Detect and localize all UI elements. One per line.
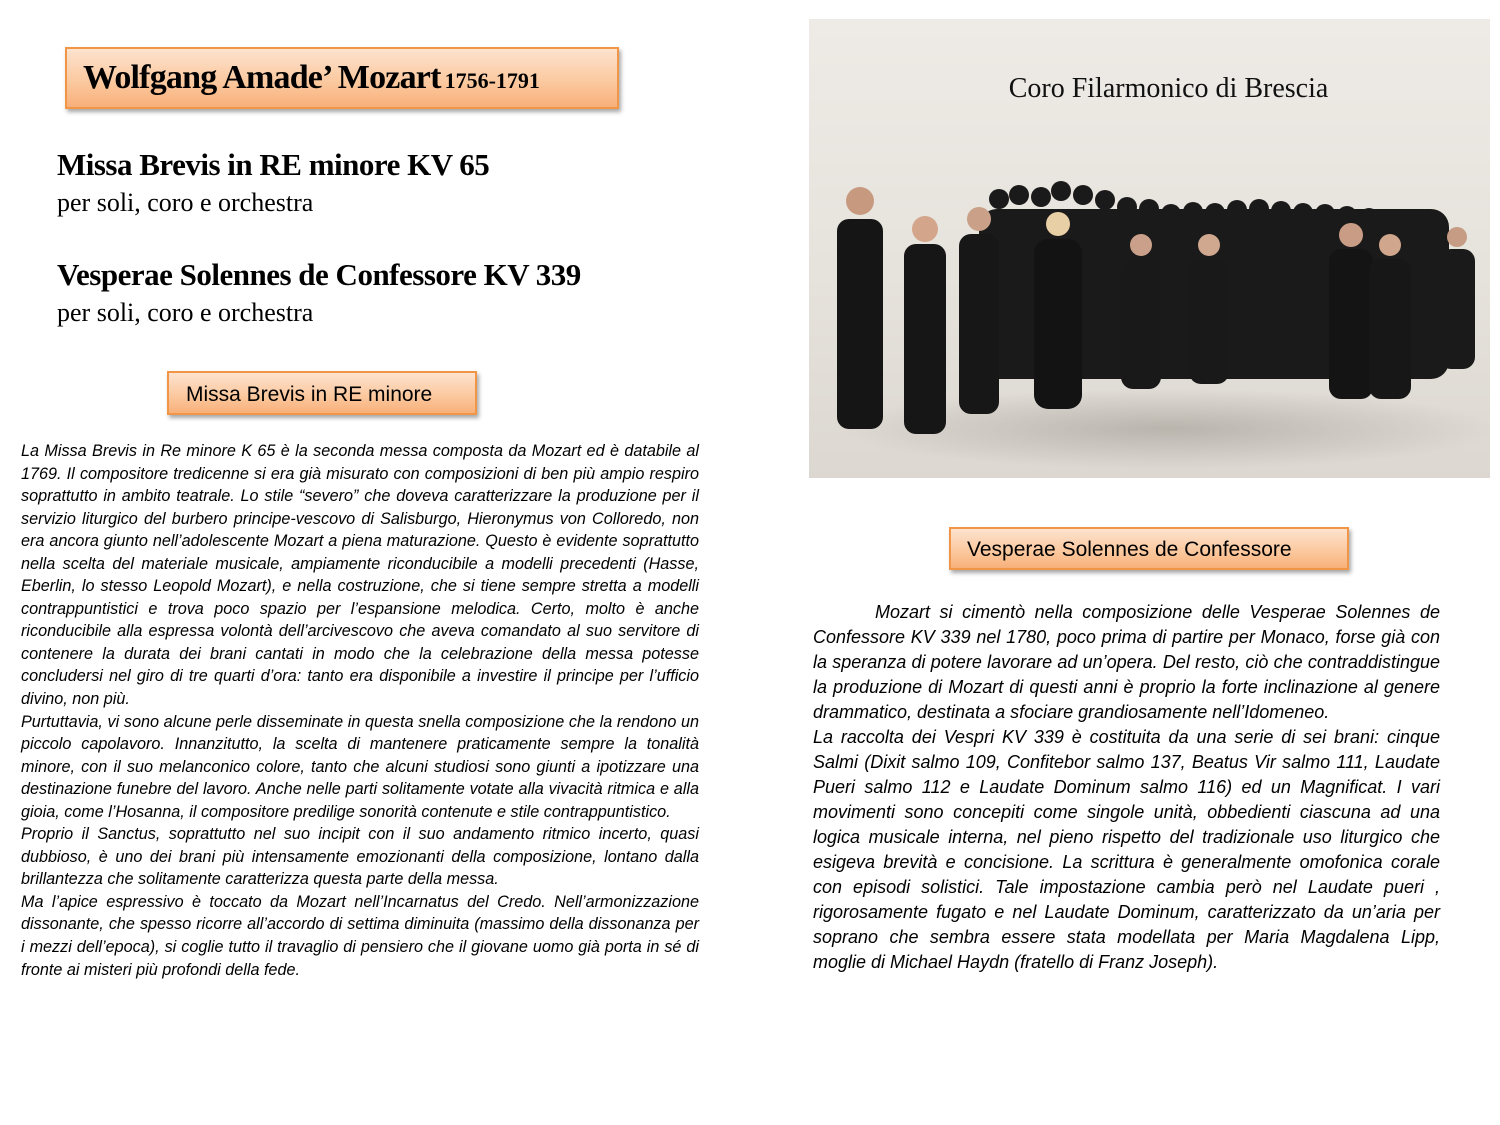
- photo-caption: Coro Filarmonico di Brescia: [1008, 73, 1329, 104]
- missa-paragraph: La Missa Brevis in Re minore K 65 è la seconda messa composta da Mozart ed è databile al 1769. Il compositore tredicenne si era già misurato con composizioni di ben più ampio respiro soprattutto in ambito teatrale. Lo stile “severo” che doveva caratterizzare la produzione per il servizio liturgico del burbero principe-vescovo di Salisburgo, Hieronymus von Colloredo, non era ancora giunto nell’adolescente Mozart a piena maturazione. Questo è evidente soprattutto nella scelta del materiale musicale, ampiamente riconducibile a modelli precedenti (Hasse, Eberlin, lo stesso Leopold Mozart), e nella costruzione, che si tiene sempre stretta a modelli contrappuntistici e trova poco spazio per l’espansione melodica. Certo, molto è anche riconducibile alla espressa volontà dell’arcivescovo che aveva comandato al suo servitore di contenere la durata dei brani cantati in modo che la celebrazione della messa potesse concludersi nel giro di tre quarti d’ora: tanto era disponibile a investire il principe per l’ufficio divino, non più.: [21, 442, 699, 709]
- composer-name: Wolfgang Amade’ Mozart: [83, 59, 441, 96]
- work-title-vespers: Vesperae Solennes de Confessore KV 339: [57, 257, 581, 292]
- work-title-missa: Missa Brevis in RE minore KV 65: [57, 147, 490, 182]
- missa-description: [21, 440, 699, 981]
- work-subtitle-vespers: per soli, coro e orchestra: [57, 298, 314, 327]
- composer-years: 1756-1791: [444, 68, 540, 93]
- section-label-missa: Missa Brevis in RE minore: [167, 371, 477, 415]
- vespers-description: [813, 600, 1440, 975]
- missa-paragraph: Proprio il Sanctus, soprattutto nel suo incipit con il suo andamento ritmico incerto, quasi dubbioso, è uno dei brani più intensamente emozionanti della composizione, lontano dalla brillantezza che solitamente caratterizza questa parte della messa.: [21, 825, 699, 889]
- work-subtitle-missa: per soli, coro e orchestra: [57, 188, 314, 217]
- choir-photo: [809, 19, 1490, 478]
- vespers-paragraph: Mozart si cimentò nella composizione delle Vesperae Solennes de Confessore KV 339 nel 1780, poco prima di partire per Monaco, forse già con la speranza di potere lavorare ad un’opera. Del resto, ciò che contraddistingue la produzione di Mozart di questi anni è proprio la forte inclinazione al genere drammatico, destinata a sfociare grandiosamente nell’Idomeneo.: [813, 602, 1440, 722]
- vespers-paragraph: La raccolta dei Vespri KV 339 è costituita da una serie di sei brani: cinque Salmi (Dixit salmo 109, Confitebor salmo 137, Beatus Vir salmo 111, Laudate Pueri salmo 112 e Laudate Dominum salmo 116) ed un Magnificat. I vari movimenti sono concepiti come singole unità, obbedienti ciascuna ad una logica musicale interna, nel pieno rispetto del tradizionale uso liturgico che esigeva brevità e concisione. La scrittura è generalmente omofonica corale con episodi solistici. Tale impostazione cambia però nel Laudate pueri , rigorosamente fugato e nel Laudate Dominum, caratterizzato da un’aria per soprano che sembra essere stata modellata per Maria Magdalena Lipp, moglie di Michael Haydn (fratello di Franz Joseph).: [813, 727, 1440, 972]
- missa-paragraph: Ma l’apice espressivo è toccato da Mozart nell’Incarnatus del Credo. Nell’armonizzazione dissonante, che spesso ricorre all’accordo di settima diminuita (massimo della dissonanza per i mezzi dell’epoca), si coglie tutto il travaglio di pensiero che il giovane uomo già porta in sé di fronte ai misteri più profondi della fede.: [21, 892, 699, 979]
- missa-paragraph: Purtuttavia, vi sono alcune perle disseminate in questa snella composizione che la rendono un piccolo capolavoro. Innanzitutto, la scelta di mantenere praticamente sempre la tonalità minore, con il suo melanconico colore, tanto che alcuni studiosi sono giunti a ipotizzare una destinazione funebre del lavoro. Anche nelle parti solitamente votate alla vivacità ritmica e alla gioia, come l’Hosanna, il compositore predilige sonorità contenute e stile contrappuntistico.: [21, 712, 699, 821]
- section-label-vespers: Vesperae Solennes de Confessore: [949, 527, 1349, 570]
- composer-title-box: [65, 47, 619, 109]
